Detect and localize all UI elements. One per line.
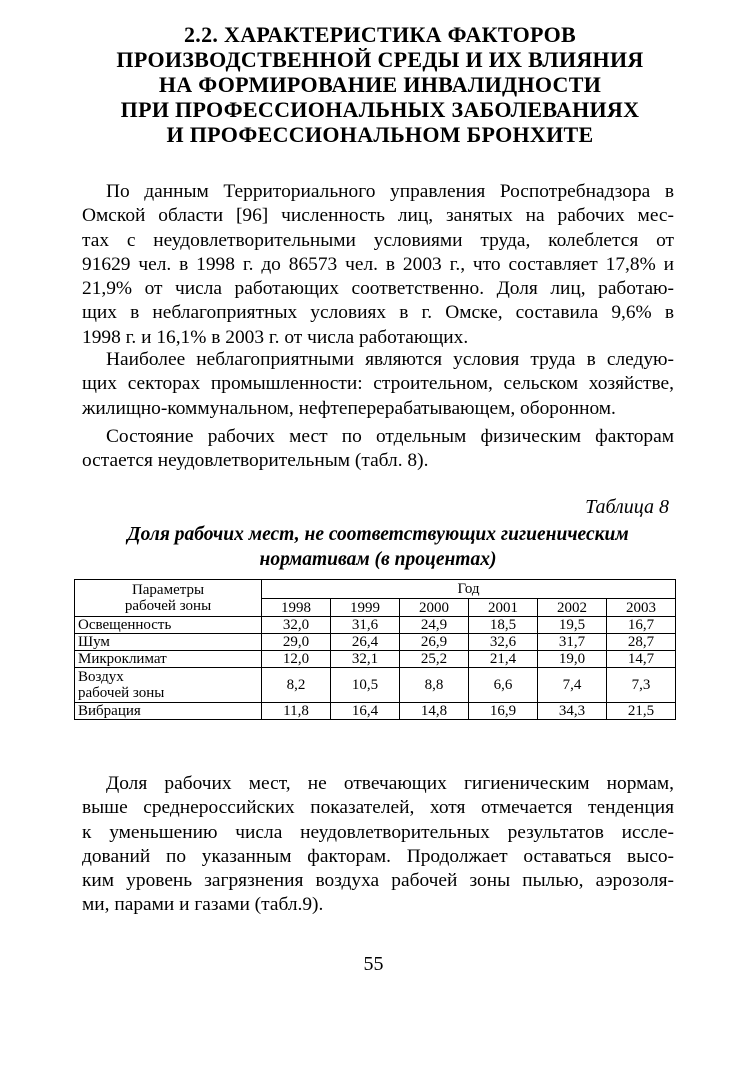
text-line: 1998 г. и 16,1% в 2003 г. от числа работающих. [82, 326, 469, 348]
table-row [75, 617, 676, 634]
year-header: 1998 [262, 599, 331, 617]
table-cell: 31,7 [538, 634, 607, 651]
data-table [74, 579, 676, 720]
table-number-label: Таблица 8 [585, 496, 669, 518]
table-row [75, 634, 676, 651]
text-line: Наиболее неблагоприятными являются условия труда в следую- [106, 349, 674, 370]
text-line: Омской области [96] численность лиц, занятых на рабочих мес- [82, 205, 674, 227]
table-cell: 7,3 [607, 668, 676, 703]
year-group-header: Год [262, 580, 676, 599]
table-cell: 16,4 [331, 703, 400, 720]
text-line: Доля рабочих мест, не отвечающих гигиеническим нормам, [106, 773, 674, 794]
text-line: к уменьшению числа неудовлетворительных результатов иссле- [82, 821, 674, 843]
table-cell: 31,6 [331, 617, 400, 634]
row-label-line: Вибрация [78, 703, 141, 719]
table-cell: 26,4 [331, 634, 400, 651]
text-line: По данным Территориального управления Роспотребнадзора в [106, 181, 674, 202]
heading-line: И ПРОФЕССИОНАЛЬНОМ БРОНХИТЕ [166, 122, 594, 147]
text-line: Состояние рабочих мест по отдельным физическим факторам [106, 426, 674, 447]
text-line: ким уровень загрязнения воздуха рабочей зоны пылью, аэрозоля- [82, 870, 674, 892]
row-label [75, 617, 262, 634]
text-line: ми, парами и газами (табл.9). [82, 894, 324, 916]
text-line: щих в неблагоприятных условиях в г. Омске, составила 9,6% в [82, 302, 674, 324]
heading-line: ПРИ ПРОФЕССИОНАЛЬНЫХ ЗАБОЛЕВАНИЯХ [120, 97, 640, 122]
param-header-line: Параметры [131, 582, 205, 598]
table-cell: 26,9 [400, 634, 469, 651]
page-number: 55 [363, 953, 384, 975]
table-caption [82, 522, 674, 572]
paragraph-2 [82, 348, 674, 421]
text-line: 91629 чел. в 1998 г. до 86573 чел. в 2003 г., что составляет 17,8% и [82, 253, 674, 275]
caption-line: Доля рабочих мест, не соответствующих гигиеническим [127, 524, 629, 545]
row-label-line: Шум [78, 634, 110, 650]
row-label-line: Освещенность [78, 617, 172, 633]
text-line: жилищно-коммунальном, нефтеперерабатывающем, оборонном. [82, 397, 616, 419]
table-cell: 19,5 [538, 617, 607, 634]
table-header-row [75, 580, 676, 599]
row-label [75, 634, 262, 651]
table-cell: 16,9 [469, 703, 538, 720]
table-cell: 8,8 [400, 668, 469, 703]
text-line: дований по указанным факторам. Продолжает оставаться высо- [82, 845, 674, 867]
table-cell: 21,4 [469, 651, 538, 668]
year-header: 2003 [607, 599, 676, 617]
table-cell: 11,8 [262, 703, 331, 720]
table-cell: 8,2 [262, 668, 331, 703]
table-cell: 32,6 [469, 634, 538, 651]
table-cell: 32,1 [331, 651, 400, 668]
text-line: выше среднероссийских показателей, хотя отмечается тенденция [82, 797, 674, 819]
param-header [75, 580, 262, 617]
heading-line: НА ФОРМИРОВАНИЕ ИНВАЛИДНОСТИ [158, 72, 602, 97]
row-label-line: Микроклимат [78, 651, 167, 667]
row-label [75, 668, 262, 703]
heading-line: 2.2. ХАРАКТЕРИСТИКА ФАКТОРОВ [184, 22, 576, 47]
paragraph-4 [82, 772, 674, 918]
table-cell: 14,7 [607, 651, 676, 668]
text-line: 21,9% от числа работающих соответственно. Доля лиц, работаю- [82, 278, 674, 300]
caption-line: нормативам (в процентах) [259, 549, 497, 570]
text-line: остается неудовлетворительным (табл. 8). [82, 450, 429, 472]
table-cell: 25,2 [400, 651, 469, 668]
table-cell: 16,7 [607, 617, 676, 634]
row-label-line: Воздух [78, 669, 124, 685]
year-header: 2001 [469, 599, 538, 617]
row-label [75, 651, 262, 668]
table-cell: 18,5 [469, 617, 538, 634]
table-cell: 21,5 [607, 703, 676, 720]
year-header: 2002 [538, 599, 607, 617]
text-line: тах с неудовлетворительными условиями труда, колеблется от [82, 229, 674, 251]
heading-line: ПРОИЗВОДСТВЕННОЙ СРЕДЫ И ИХ ВЛИЯНИЯ [116, 47, 644, 72]
table-cell: 34,3 [538, 703, 607, 720]
year-header: 1999 [331, 599, 400, 617]
paragraph-3 [82, 425, 674, 474]
table-row [75, 668, 676, 703]
table-cell: 32,0 [262, 617, 331, 634]
param-header-line: рабочей зоны [124, 598, 212, 614]
table-cell: 12,0 [262, 651, 331, 668]
paragraph-1 [82, 180, 674, 350]
section-heading [60, 22, 700, 147]
text-line: щих секторах промышленности: строительном, сельском хозяйстве, [82, 373, 674, 395]
table-cell: 28,7 [607, 634, 676, 651]
table-cell: 10,5 [331, 668, 400, 703]
row-label-line: рабочей зоны [78, 685, 165, 701]
table-row [75, 703, 676, 720]
table-cell: 7,4 [538, 668, 607, 703]
table-cell: 19,0 [538, 651, 607, 668]
table-cell: 24,9 [400, 617, 469, 634]
table-cell: 14,8 [400, 703, 469, 720]
year-header: 2000 [400, 599, 469, 617]
table-row [75, 651, 676, 668]
row-label [75, 703, 262, 720]
table-cell: 6,6 [469, 668, 538, 703]
table-cell: 29,0 [262, 634, 331, 651]
